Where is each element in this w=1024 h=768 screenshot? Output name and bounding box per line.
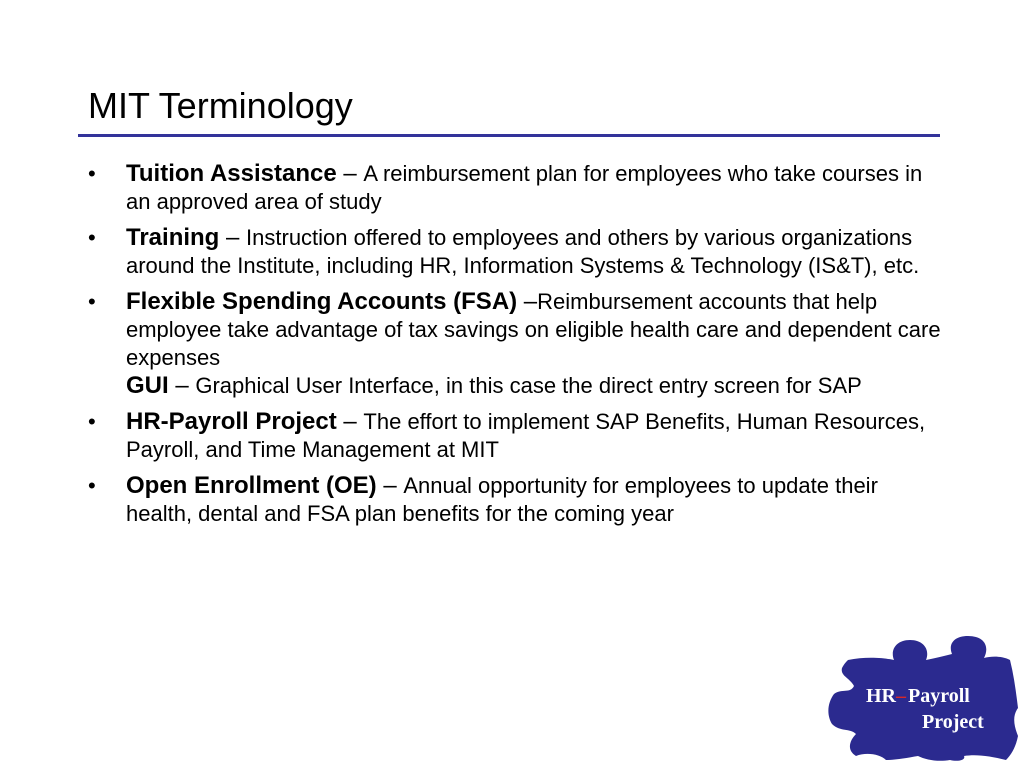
term-definition: The effort to implement SAP Benefits, Human Resources, Payroll, and Time Management at MIT [126,409,926,462]
logo-line1-left: HR [866,685,896,707]
title-divider [78,134,940,137]
logo-line2: Project [922,711,984,733]
logo-line1-dash: – [896,685,906,707]
bullet-glyph: • [88,409,96,434]
sub-term-name: GUI [126,372,169,399]
sub-term-definition: Graphical User Interface, in this case the direct entry screen for SAP [195,373,862,398]
term-separator: – [376,472,404,499]
list-item-training [88,224,948,280]
bullet-glyph: • [88,161,96,186]
term-separator: – [336,408,364,435]
sub-term-separator: – [168,372,196,399]
term-definition: Reimbursement accounts that help employee take advantage of tax savings on eligible health care and dependent care expenses [126,289,941,370]
list-item-hr-payroll-project [88,408,948,464]
term-name: Training [126,224,220,251]
slide-title: MIT Terminology [88,85,353,126]
hr-payroll-puzzle-logo [826,636,1020,762]
term-definition: Instruction offered to employees and others by various organizations around the Institute, including HR, Information Systems & Technology (IS&T), etc. [126,225,920,278]
bullet-glyph: • [88,289,96,314]
list-item-fsa [88,288,948,400]
terminology-list [88,160,948,536]
term-name: Tuition Assistance [126,160,337,187]
logo-line1-right: Payroll [908,685,970,707]
term-definition: A reimbursement plan for employees who take courses in an approved area of study [126,161,923,214]
term-separator: – [219,224,247,251]
bullet-glyph: • [88,225,96,250]
term-name: Open Enrollment (OE) [126,472,377,499]
list-item-tuition-assistance [88,160,948,216]
term-name: HR-Payroll Project [126,408,337,435]
list-item-open-enrollment [88,472,948,528]
term-separator: – [336,160,364,187]
term-separator: – [517,288,538,315]
term-definition: Annual opportunity for employees to update their health, dental and FSA plan benefits for the coming year [126,473,878,526]
sub-term-gui [126,372,948,400]
term-name: Flexible Spending Accounts (FSA) [126,288,518,315]
bullet-glyph: • [88,473,96,498]
